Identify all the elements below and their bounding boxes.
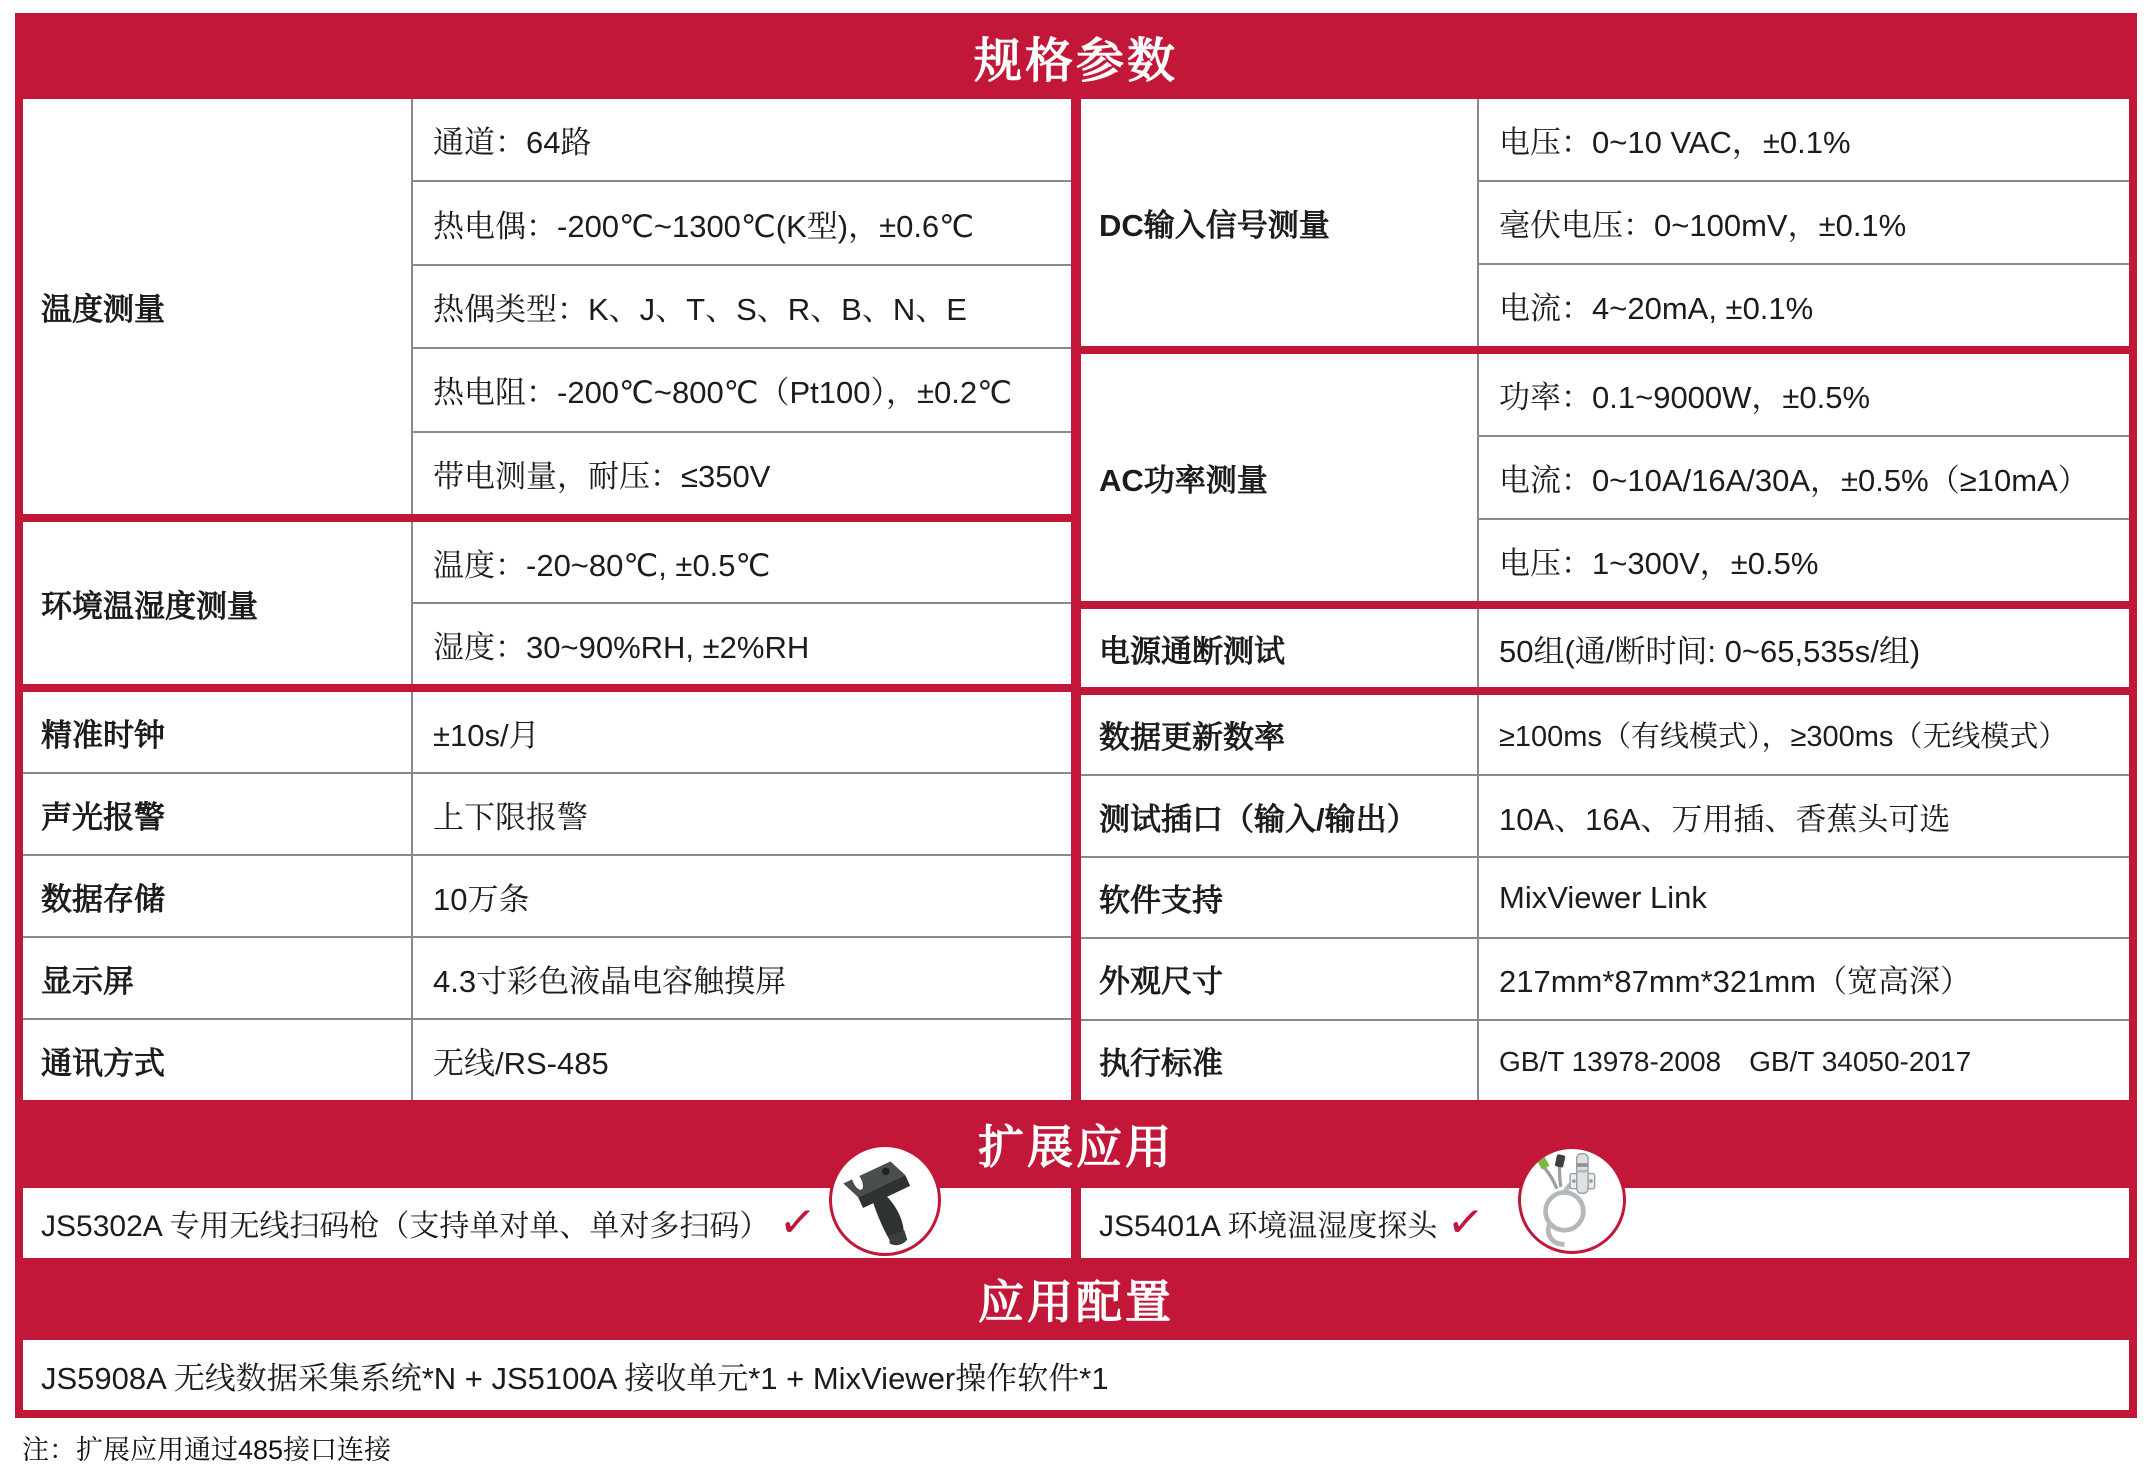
table-row [1081, 856, 2129, 937]
row-label: 软件支持 [1081, 858, 1479, 937]
section-divider [23, 514, 1071, 522]
page-title: 规格参数 [973, 34, 1178, 88]
row-value: 无线/RS-485 [433, 1045, 609, 1081]
spec-value: 电压：0~10 VAC，±0.1% [1499, 125, 1851, 160]
row-value: MixViewer Link [1499, 879, 1707, 915]
spec-value: 湿度：30~90%RH, ±2%RH [413, 602, 1071, 684]
section-label: AC功率测量 [1081, 354, 1479, 601]
extension-item-text: JS5401A 环境温湿度探头 [1099, 1210, 1438, 1243]
row-label: 通讯方式 [23, 1020, 413, 1100]
row-label: 执行标准 [1081, 1021, 1479, 1100]
spec-value: 带电测量，耐压：≤350V [413, 431, 1071, 514]
section-divider [1081, 346, 2129, 354]
table-row [1081, 695, 2129, 774]
spec-value: 热偶类型：K、J、T、S、R、B、N、E [413, 264, 1071, 347]
row-value: ≥100ms（有线模式），≥300ms（无线模式） [1499, 721, 2068, 754]
spec-sheet [15, 13, 2137, 1418]
row-label: 外观尺寸 [1081, 939, 1479, 1018]
spec-table-right [1081, 99, 2129, 1100]
row-value: 10A、16A、万用插、香蕉头可选 [1499, 801, 1951, 837]
spec-value: 电流：0~10A/16A/30A，±0.5%（≥10mA） [1479, 435, 2129, 518]
configuration-row [23, 1340, 2129, 1410]
spec-table-left [23, 99, 1071, 1100]
row-label: 电源通断测试 [1081, 609, 1479, 687]
temperature-humidity-probe-image [1518, 1146, 1626, 1254]
section-divider [1081, 687, 2129, 695]
extensions-items-row [23, 1188, 2129, 1258]
barcode-scanner-icon [832, 1144, 938, 1256]
section-values [1479, 354, 2129, 601]
row-label: 声光报警 [23, 774, 413, 854]
row-label: 数据更新数率 [1081, 695, 1479, 774]
footnote: 注：扩展应用通过485接口连接 [22, 1435, 392, 1464]
row-label: 精准时钟 [23, 692, 413, 772]
section-env-temp-humidity [23, 522, 1071, 684]
page-title-band [23, 13, 2129, 99]
section-ac-power [1081, 354, 2129, 601]
section-divider [23, 684, 1071, 692]
row-value: 10万条 [433, 881, 530, 917]
section-temperature [23, 99, 1071, 514]
extensions-title: 扩展应用 [978, 1121, 1174, 1173]
table-row [23, 1018, 1071, 1100]
spec-value: 通道：64路 [433, 125, 592, 161]
center-divider [1071, 99, 1081, 1100]
section-dc-input [1081, 99, 2129, 346]
row-label: 数据存储 [23, 856, 413, 936]
left-single-rows [23, 692, 1071, 1100]
row-label: 显示屏 [23, 938, 413, 1018]
table-row [23, 936, 1071, 1018]
extensions-title-band [23, 1100, 2129, 1188]
section-values [413, 99, 1071, 514]
row-value: 50组(通/断时间: 0~65,535s/组) [1499, 633, 1921, 669]
table-row [1081, 774, 2129, 855]
table-row [23, 772, 1071, 854]
spec-value: 电流：4~20mA, ±0.1% [1479, 263, 2129, 346]
spec-value: 毫伏电压：0~100mV，±0.1% [1479, 180, 2129, 263]
row-value: 217mm*87mm*321mm（宽高深） [1499, 964, 1971, 1000]
configuration-title: 应用配置 [978, 1276, 1174, 1328]
section-values [413, 522, 1071, 684]
row-value: GB/T 13978-2008 GB/T 34050-2017 [1499, 1046, 1972, 1078]
section-values [1479, 99, 2129, 346]
row-label: 测试插口（输入/输出） [1081, 776, 1479, 855]
configuration-text: JS5908A 无线数据采集系统*N + JS5100A 接收单元*1 + MixViewer操作软件*1 [41, 1360, 1109, 1396]
extension-item-text: JS5302A 专用无线扫码枪（支持单对单、单对多扫码） [41, 1210, 770, 1243]
table-row [1081, 937, 2129, 1018]
power-onoff-row [1081, 609, 2129, 687]
check-icon: ✓ [777, 1196, 819, 1249]
spec-value: 电压：1~300V，±0.5% [1479, 518, 2129, 601]
spec-value: 热电阻：-200℃~800℃（Pt100），±0.2℃ [413, 347, 1071, 430]
spec-table [23, 99, 2129, 1100]
spec-value: 热电偶：-200℃~1300℃(K型)，±0.6℃ [413, 180, 1071, 263]
table-row [23, 854, 1071, 936]
spec-value: 温度：-20~80℃, ±0.5℃ [433, 547, 771, 583]
table-row [1081, 1019, 2129, 1100]
barcode-scanner-image [829, 1144, 941, 1256]
section-divider [1081, 601, 2129, 609]
section-label: DC输入信号测量 [1081, 99, 1479, 346]
probe-icon [1521, 1146, 1623, 1254]
row-value: 4.3寸彩色液晶电容触摸屏 [433, 963, 787, 999]
table-row [23, 692, 1071, 772]
items-center-divider [1071, 1188, 1081, 1258]
right-single-rows [1081, 695, 2129, 1100]
check-icon: ✓ [1445, 1196, 1487, 1249]
row-value: 上下限报警 [433, 799, 588, 835]
row-value: ±10s/月 [433, 717, 540, 753]
section-label: 温度测量 [23, 99, 413, 514]
section-label: 环境温湿度测量 [23, 522, 413, 684]
spec-value: 功率：0.1~9000W，±0.5% [1499, 380, 1871, 415]
configuration-title-band [23, 1258, 2129, 1340]
